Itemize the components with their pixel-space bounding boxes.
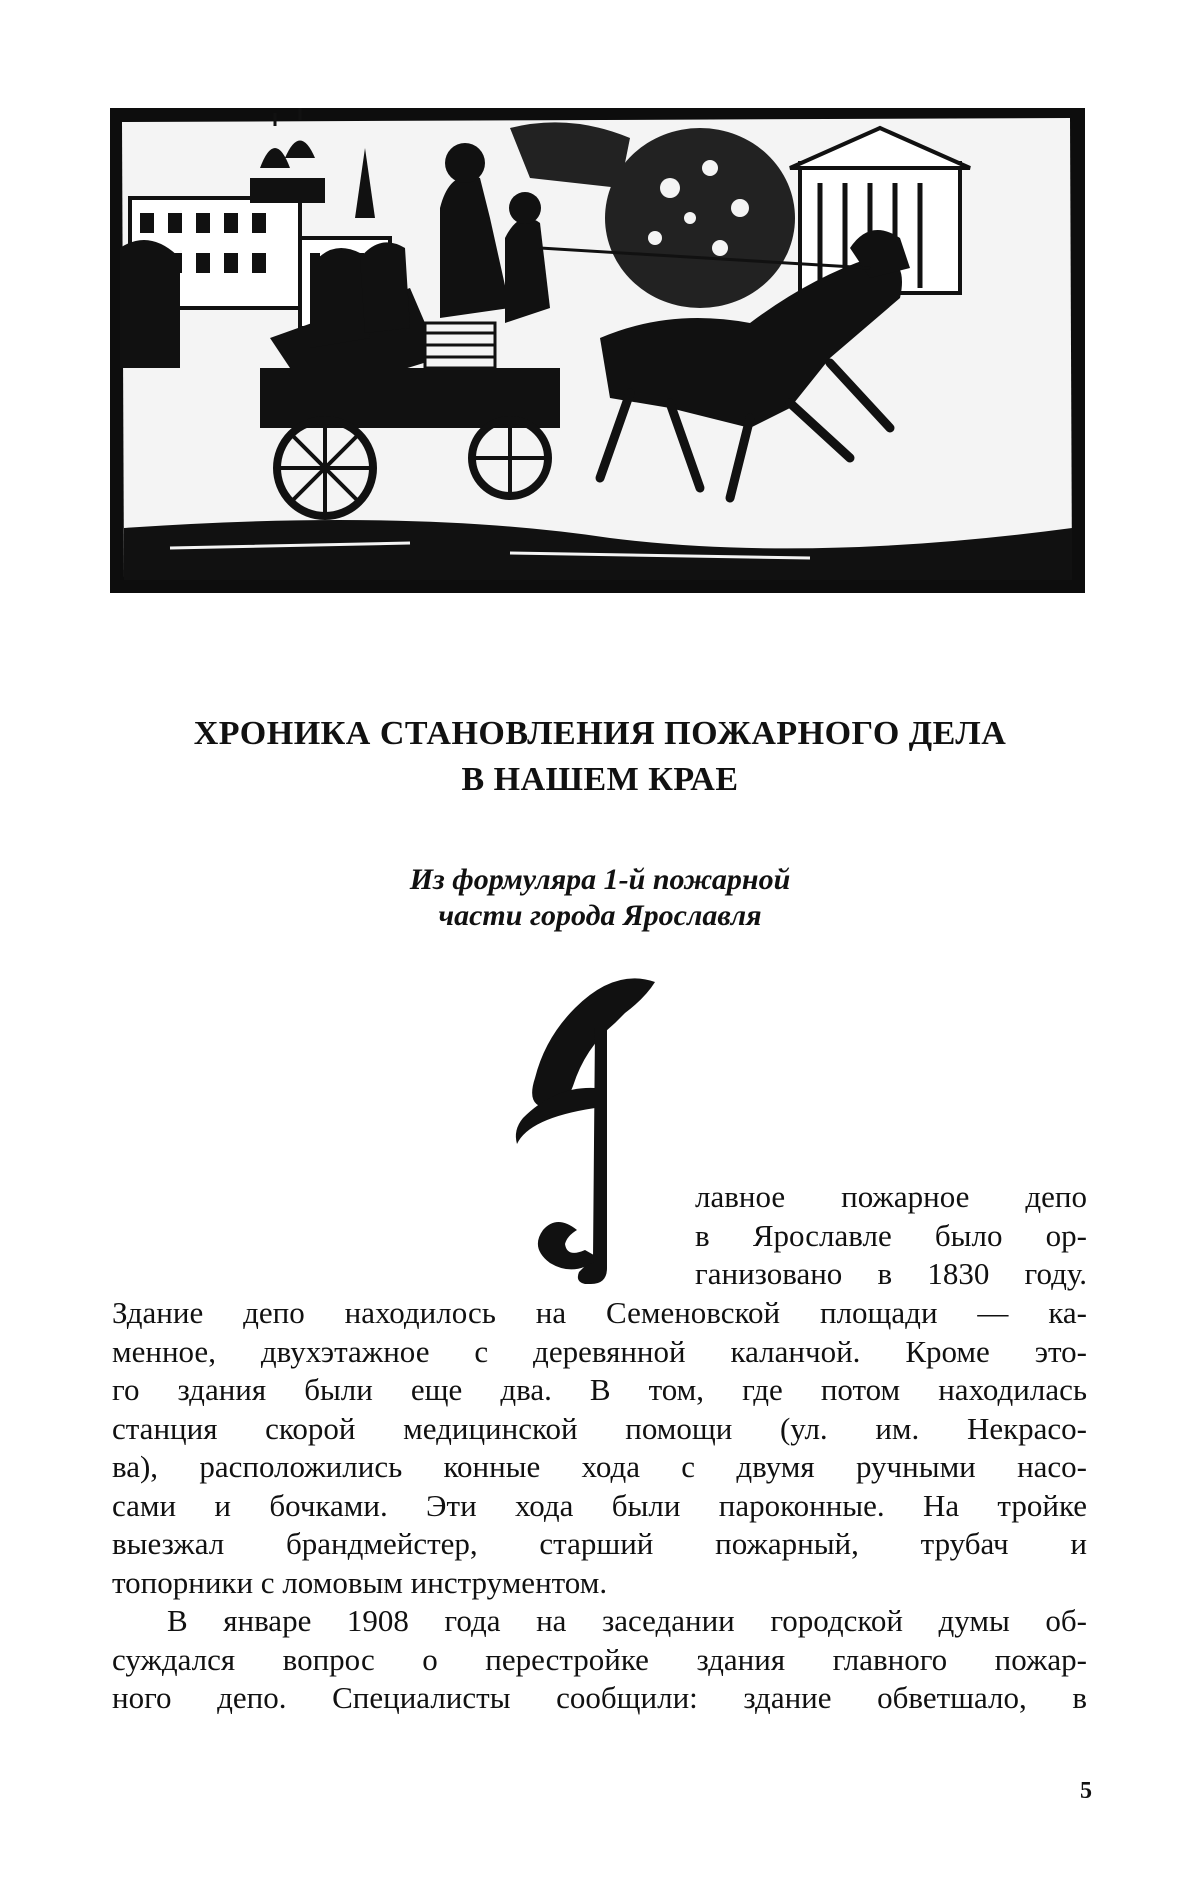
text-line: ного депо. Специалисты сообщили: здание обветшало, в: [112, 1680, 1087, 1715]
text-line: выезжал брандмейстер, старший пожарный, трубач и: [112, 1526, 1087, 1561]
text-line: станция скорой медицинской помощи (ул. им. Некрасо-: [112, 1410, 1087, 1446]
text-line: ва), расположились конные хода с двумя ручными насо-: [112, 1449, 1087, 1484]
section-subtitle-line-1: Из формуляра 1-й пожарной: [409, 863, 791, 896]
paragraph-1: [112, 1294, 1087, 1602]
text-line: в Ярославле было ор-: [695, 1217, 1087, 1253]
text-line: го здания были еще два. В том, где потом находилась: [112, 1372, 1087, 1407]
paragraph-2: [112, 1602, 1087, 1718]
paragraph-1-capped-lines: [695, 1178, 1087, 1294]
drop-cap-letter-icon: [495, 968, 685, 1288]
text-line: менное, двухэтажное с деревянной каланчой. Кроме это-: [112, 1333, 1087, 1369]
text-line: лавное пожарное депо: [695, 1179, 1087, 1214]
text-line: В январе 1908 года на заседании городской думы об-: [167, 1603, 1087, 1638]
text-line: суждался вопрос о перестройке здания главного пожар-: [112, 1641, 1087, 1677]
text-line: топорники с ломовым инструментом.: [112, 1564, 608, 1600]
text-line: Здание депо находилось на Семеновской площади — ка-: [112, 1295, 1087, 1330]
text-line: ганизовано в 1830 году.: [695, 1256, 1087, 1291]
section-subtitle: [250, 862, 950, 934]
section-subtitle-line-2: части города Ярославля: [438, 899, 762, 932]
chapter-title: [150, 711, 1050, 803]
chapter-title-line-2: В НАШЕМ КРАЕ: [461, 760, 739, 798]
page-number: 5: [1080, 1778, 1092, 1804]
woodcut-illustration: [110, 108, 1085, 593]
drop-cap: [495, 968, 685, 1288]
text-line: сами и бочками. Эти хода были пароконные. На тройке: [112, 1487, 1087, 1523]
chapter-title-line-1: ХРОНИКА СТАНОВЛЕНИЯ ПОЖАРНОГО ДЕЛА: [193, 714, 1007, 752]
fire-wagon-woodcut-icon: [110, 108, 1085, 593]
